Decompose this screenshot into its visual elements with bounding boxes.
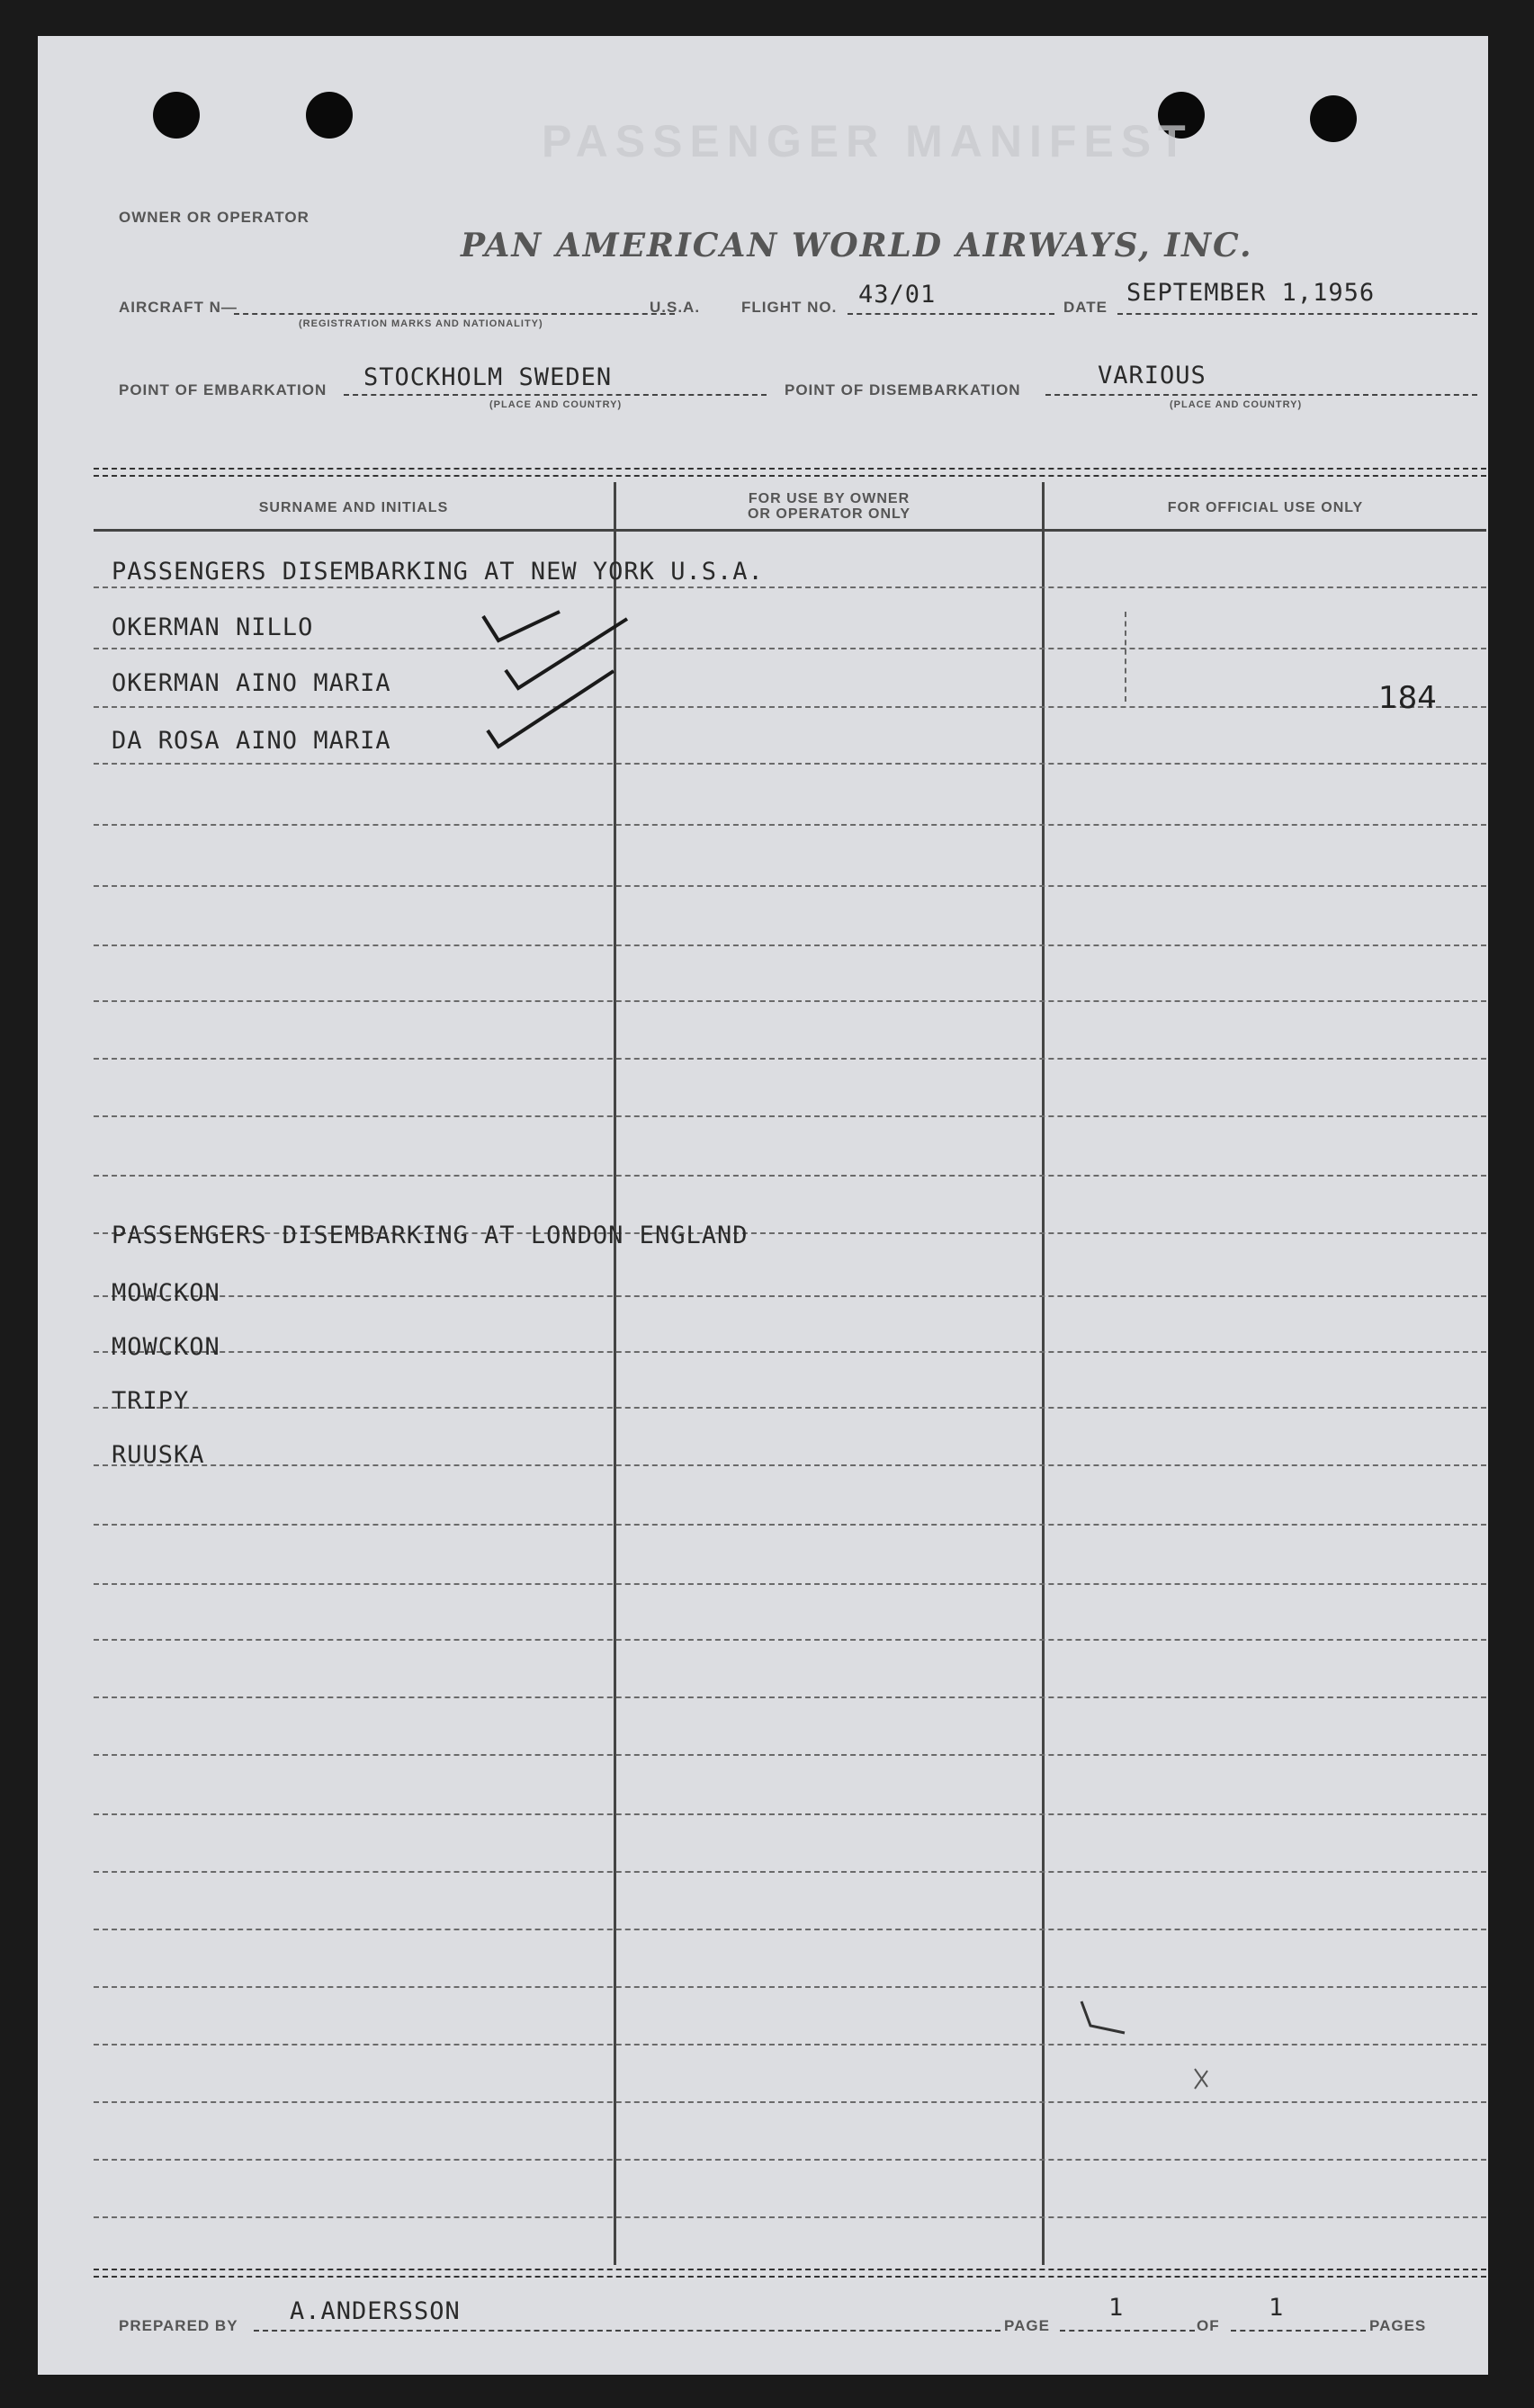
section-heading-new-york: PASSENGERS DISEMBARKING AT NEW YORK U.S.A.	[112, 558, 764, 586]
list-item: RUUSKA	[112, 1441, 205, 1469]
check-marks-icon	[38, 36, 1488, 2375]
of-label: OF	[1197, 2317, 1220, 2334]
usa-label: U.S.A.	[650, 299, 701, 316]
column-header-official: FOR OFFICIAL USE ONLY	[1167, 500, 1364, 515]
aircraft-sublabel: (REGISTRATION MARKS AND NATIONALITY)	[299, 318, 543, 329]
manifest-sheet	[38, 36, 1488, 2375]
operator-name: PAN AMERICAN WORLD AIRWAYS, INC.	[461, 227, 1253, 264]
list-item: OKERMAN NILLO	[112, 613, 314, 641]
list-item: MOWCKON	[112, 1279, 220, 1307]
form-title: PASSENGER MANIFEST	[542, 116, 1193, 166]
list-item: OKERMAN AINO MARIA	[112, 669, 391, 697]
prepared-by-label: PREPARED BY	[119, 2317, 238, 2334]
list-item: MOWCKON	[112, 1333, 220, 1361]
column-header-surname: SURNAME AND INITIALS	[258, 500, 449, 515]
flight-label: FLIGHT NO.	[741, 299, 838, 316]
section-heading-london: PASSENGERS DISEMBARKING AT LONDON ENGLAND	[112, 1222, 749, 1249]
page-total: 1	[1269, 2294, 1285, 2322]
list-item: DA ROSA AINO MARIA	[112, 727, 391, 755]
prepared-by-value: A.ANDERSSON	[290, 2297, 461, 2325]
flight-number: 43/01	[858, 281, 937, 309]
disembarkation-value: VARIOUS	[1098, 362, 1207, 389]
aircraft-label: AIRCRAFT N—	[119, 299, 238, 316]
pages-label: PAGES	[1369, 2317, 1427, 2334]
page-number-line	[1060, 2330, 1195, 2332]
disembarkation-label: POINT OF DISEMBARKATION	[785, 381, 1021, 398]
prepared-by-line	[254, 2330, 1000, 2332]
embarkation-value: STOCKHOLM SWEDEN	[363, 363, 613, 391]
column-header-owner-use-line2: OR OPERATOR ONLY	[747, 506, 911, 522]
list-item: TRIPY	[112, 1387, 190, 1415]
embarkation-sublabel: (PLACE AND COUNTRY)	[489, 399, 623, 410]
date-label: DATE	[1063, 299, 1108, 316]
page-number: 1	[1108, 2294, 1125, 2322]
date-value: SEPTEMBER 1,1956	[1126, 279, 1376, 307]
embarkation-label: POINT OF EMBARKATION	[119, 381, 327, 398]
page-label: PAGE	[1004, 2317, 1050, 2334]
official-number: 184	[1378, 680, 1437, 716]
page-total-line	[1231, 2330, 1366, 2332]
owner-label: OWNER OR OPERATOR	[119, 209, 309, 226]
column-header-owner-use-line1: FOR USE BY OWNER	[748, 491, 911, 506]
disembarkation-sublabel: (PLACE AND COUNTRY)	[1170, 399, 1303, 410]
